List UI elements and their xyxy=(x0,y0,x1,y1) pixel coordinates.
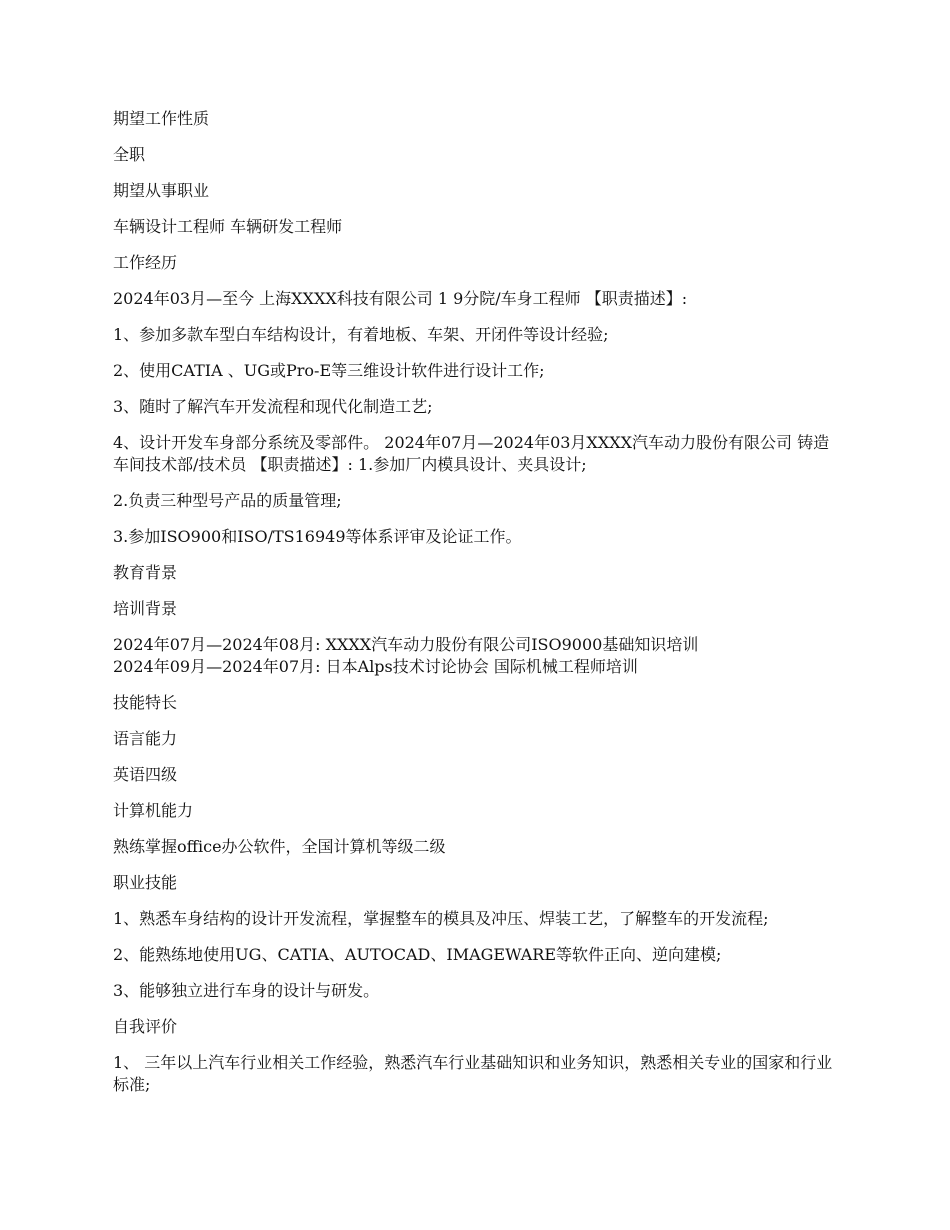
work-duty-6: 3.参加ISO900和ISO/TS16949等体系评审及论证工作。 xyxy=(113,527,522,546)
heading-training: 培训背景 xyxy=(113,599,178,618)
heading-expected-occupation: 期望从事职业 xyxy=(113,181,210,200)
heading-skills: 技能特长 xyxy=(113,693,178,712)
work-duty-2: 2、使用CATIA 、UG或Pro-E等三维设计软件进行设计工作; xyxy=(113,361,545,380)
heading-education: 教育背景 xyxy=(113,563,178,582)
value-computer: 熟练掌握office办公软件，全国计算机等级二级 xyxy=(113,837,446,856)
value-occupation: 车辆设计工程师 车辆研发工程师 xyxy=(113,217,343,236)
value-job-nature: 全职 xyxy=(113,145,146,164)
training-entry-2: 2024年09月—2024年07月: 日本Alps技术讨论协会 国际机械工程师培训 xyxy=(113,657,638,676)
skill-item-2: 2、能熟练地使用UG、CATIA、AUTOCAD、IMAGEWARE等软件正向、逆向建模; xyxy=(113,945,722,964)
work-entry-1: 2024年03月—至今 上海XXXX科技有限公司 1 9分院/车身工程师 【职责描述】: xyxy=(113,289,688,308)
heading-language-ability: 语言能力 xyxy=(113,729,178,748)
heading-computer-ability: 计算机能力 xyxy=(113,801,194,820)
self-evaluation-item-1: 1、 三年以上汽车行业相关工作经验，熟悉汽车行业基础知识和业务知识，熟悉相关专业的国家和行业标准; xyxy=(113,1053,833,1094)
resume-document xyxy=(113,108,838,1110)
work-duty-5: 2.负责三种型号产品的质量管理; xyxy=(113,491,342,510)
work-duty-3: 3、随时了解汽车开发流程和现代化制造工艺; xyxy=(113,397,433,416)
value-language: 英语四级 xyxy=(113,765,178,784)
skill-item-3: 3、能够独立进行车身的设计与研发。 xyxy=(113,981,380,1000)
training-entry-1: 2024年07月—2024年08月: XXXX汽车动力股份有限公司ISO9000基础知识培训 xyxy=(113,635,699,654)
work-duty-4-and-entry-2: 4、设计开发车身部分系统及零部件。 2024年07月—2024年03月XXXX汽车动力股份有限公司 铸造车间技术部/技术员 【职责描述】: 1.参加厂内模具设计、夹具设计; xyxy=(113,433,830,474)
skill-item-1: 1、熟悉车身结构的设计开发流程，掌握整车的模具及冲压、焊装工艺，了解整车的开发流程; xyxy=(113,909,769,928)
work-duty-1: 1、参加多款车型白车结构设计，有着地板、车架、开闭件等设计经验; xyxy=(113,325,609,344)
heading-work-experience: 工作经历 xyxy=(113,253,178,272)
heading-self-evaluation: 自我评价 xyxy=(113,1017,178,1036)
heading-expected-job-nature: 期望工作性质 xyxy=(113,109,210,128)
heading-professional-skills: 职业技能 xyxy=(113,873,178,892)
